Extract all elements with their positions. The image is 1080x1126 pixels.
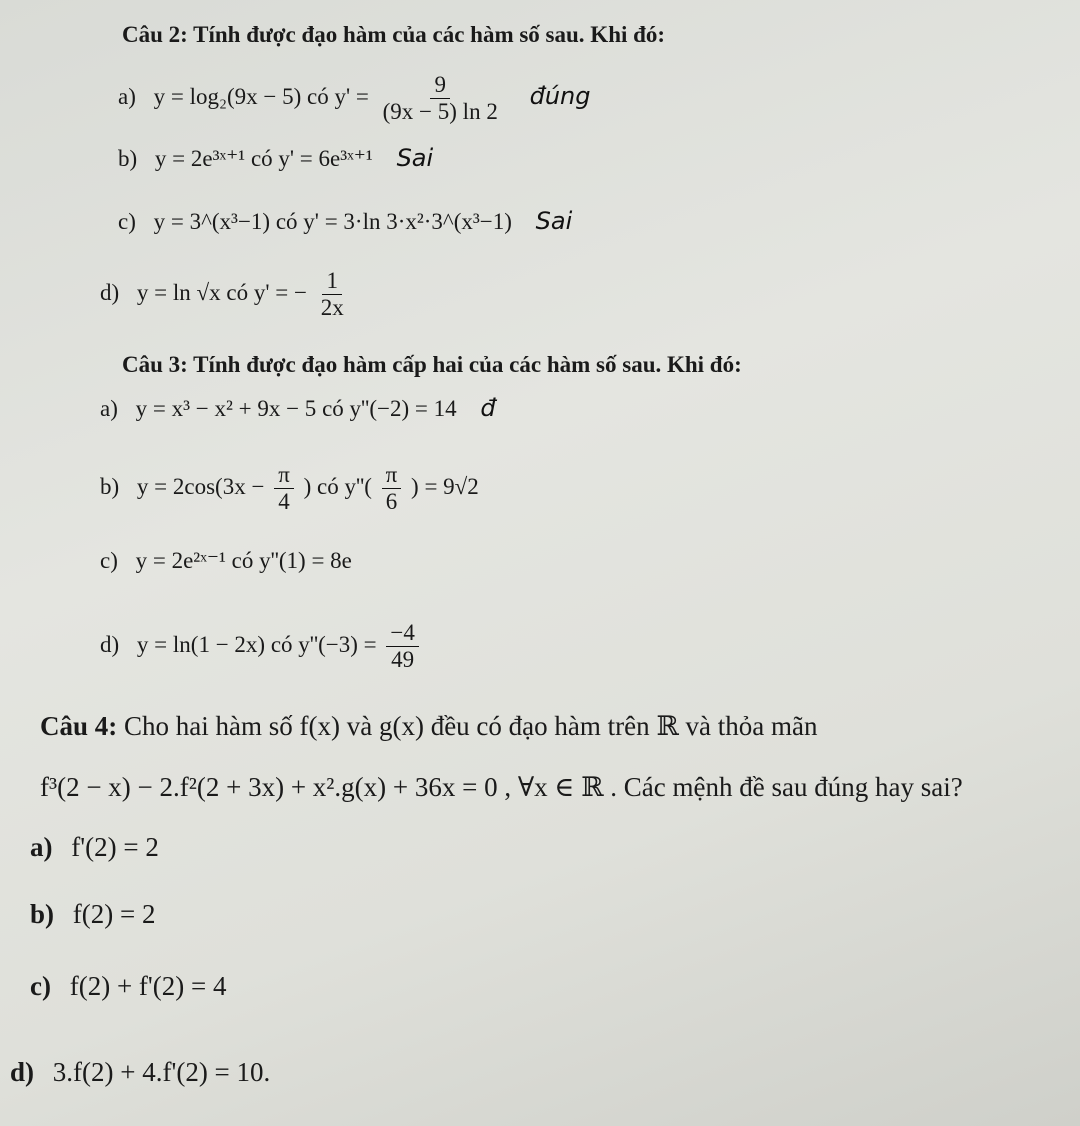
q3-item-a: [100, 395, 496, 421]
derivative-suffix: ) = 9√2: [411, 474, 479, 500]
derivative: y' = 3·ln 3·x²·3^(x³−1): [303, 209, 512, 234]
item-label: d): [100, 632, 120, 658]
item-label: a): [100, 396, 118, 421]
co-word: có: [275, 209, 298, 234]
item-label: c): [30, 971, 51, 1001]
handwritten-mark: Sai: [396, 144, 434, 172]
derivative-lhs: y' = −: [253, 280, 307, 306]
item-label: d): [100, 280, 120, 306]
denominator: 6: [385, 489, 398, 515]
numerator: π: [382, 462, 402, 489]
co-word: có: [316, 474, 339, 500]
function-fraction: [274, 462, 294, 516]
function: y = 2e³ˣ⁺¹: [154, 146, 246, 171]
q4-equation: f³(2 − x) − 2.f²(2 + 3x) + x².g(x) + 36x = 0 , ∀x ∈ ℝ . Các mệnh đề sau đúng hay sai?: [40, 772, 963, 802]
numerator: 9: [430, 72, 450, 99]
q4-title: [40, 712, 818, 742]
statement: 3.f(2) + 4.f'(2) = 10.: [52, 1057, 271, 1087]
item-label: a): [30, 832, 53, 862]
handwritten-mark: đúng: [529, 82, 591, 111]
derivative-fraction: [379, 72, 502, 126]
q4-item-c: [30, 972, 227, 1002]
q2-item-b: [118, 145, 433, 171]
denominator: 2x: [320, 295, 344, 321]
item-label: d): [10, 1057, 35, 1087]
co-word: có: [270, 632, 293, 658]
derivative-prefix: y''(: [344, 474, 372, 500]
function-suffix: ): [303, 474, 312, 500]
statement: f(2) + f'(2) = 4: [69, 971, 227, 1001]
derivative: y''(1) = 8e: [259, 548, 352, 573]
q4-item-a: [30, 833, 159, 863]
statement: f'(2) = 2: [71, 832, 159, 862]
q2-item-c: [118, 208, 572, 234]
function: y = ln √x: [136, 280, 221, 306]
q2-title: Câu 2: Tính được đạo hàm của các hàm số sau. Khi đó:: [122, 22, 666, 47]
q3-item-b: [100, 462, 479, 516]
item-label: b): [100, 474, 120, 500]
co-word: có: [307, 84, 329, 110]
numerator: π: [274, 462, 294, 489]
denominator: 4: [278, 489, 290, 515]
q4-title-bold: Câu 4:: [40, 711, 118, 741]
numerator: 1: [322, 268, 342, 295]
denominator: (9x − 5) ln 2: [382, 99, 498, 125]
derivative-lhs: y''(−3) =: [298, 632, 377, 658]
function: y = 3^(x³−1): [153, 209, 271, 234]
statement: f(2) = 2: [72, 899, 156, 929]
function: y = 2e²ˣ⁻¹: [135, 548, 226, 573]
handwritten-mark: đ: [480, 394, 496, 422]
item-label: b): [118, 146, 138, 171]
q2-item-d: [100, 268, 352, 322]
co-word: có: [226, 280, 249, 306]
q2-item-a: [118, 72, 590, 126]
denominator: 49: [391, 647, 415, 673]
derivative: y''(−2) = 14: [349, 396, 457, 421]
function-prefix: y = 2cos(3x −: [136, 474, 265, 500]
derivative: y' = 6e³ˣ⁺¹: [278, 146, 373, 171]
co-word: có: [322, 396, 344, 421]
derivative-fraction: [382, 462, 402, 516]
function: y = log₂(9x − 5): [153, 84, 302, 110]
handwritten-mark: Sai: [535, 207, 573, 235]
q3-item-d: [100, 620, 423, 674]
numerator: −4: [386, 620, 418, 647]
function: y = ln(1 − 2x): [136, 632, 266, 658]
q3-title: Câu 3: Tính được đạo hàm cấp hai của các hàm số sau. Khi đó:: [122, 352, 742, 377]
derivative-lhs: y' =: [334, 84, 369, 110]
q4-item-b: [30, 900, 155, 930]
q4-item-d: [10, 1058, 270, 1088]
derivative-fraction: [386, 620, 418, 674]
function: y = x³ − x² + 9x − 5: [135, 396, 317, 421]
item-label: c): [100, 548, 118, 573]
item-label: b): [30, 899, 55, 929]
q4-title-rest: Cho hai hàm số f(x) và g(x) đều có đạo hàm trên ℝ và thỏa mãn: [124, 711, 818, 741]
item-label: a): [118, 84, 136, 110]
co-word: có: [250, 146, 273, 171]
derivative-fraction: [317, 268, 348, 322]
item-label: c): [118, 209, 136, 234]
co-word: có: [231, 548, 254, 573]
q3-item-c: [100, 548, 352, 573]
